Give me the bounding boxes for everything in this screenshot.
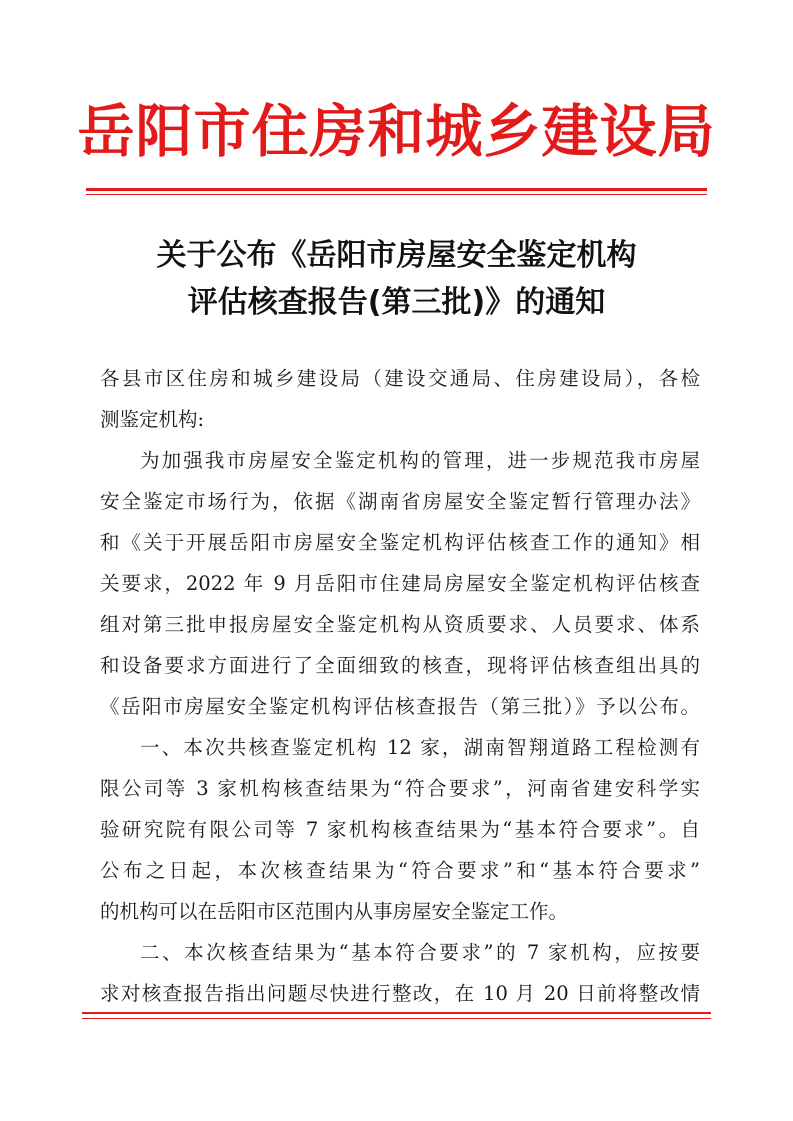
body-line: 验研究院有限公司等 7 家机构核查结果为“基本符合要求”。自: [100, 818, 700, 841]
document-body: [100, 358, 700, 1014]
masthead-org-name: 岳阳市住房和城乡建设局: [77, 99, 716, 165]
footer-rule-thin: [82, 1018, 711, 1019]
body-line: 一、本次共核查鉴定机构 12 家，湖南智翔道路工程检测有: [140, 736, 700, 759]
masthead-rule-thin: [86, 194, 707, 195]
body-line: 二、本次核查结果为“基本符合要求”的 7 家机构，应按要: [140, 941, 700, 964]
body-line: 公布之日起，本次核查结果为“符合要求”和“基本符合要求”: [100, 859, 700, 882]
body-line: 为加强我市房屋安全鉴定机构的管理，进一步规范我市房屋: [140, 449, 700, 472]
body-line: 和设备要求方面进行了全面细致的核查，现将评估核查组出具的: [100, 654, 700, 677]
body-line: 组对第三批申报房屋安全鉴定机构从资质要求、人员要求、体系: [100, 613, 700, 636]
body-line: 各县市区住房和城乡建设局（建设交通局、住房建设局），各检: [100, 367, 700, 390]
body-line: 《岳阳市房屋安全鉴定机构评估核查报告（第三批）》予以公布。: [100, 695, 700, 718]
body-line: 和《关于开展岳阳市房屋安全鉴定机构评估核查工作的通知》相: [100, 531, 700, 554]
body-line: 测鉴定机构:: [100, 408, 205, 431]
body-line: 的机构可以在岳阳市区范围内从事房屋安全鉴定工作。: [100, 900, 569, 923]
body-line: 求对核查报告指出问题尽快进行整改，在 10 月 20 日前将整改情: [100, 982, 700, 1005]
body-line: 关要求，2022 年 9 月岳阳市住建局房屋安全鉴定机构评估核查: [100, 572, 700, 595]
body-line: 限公司等 3 家机构核查结果为“符合要求”，河南省建安科学实: [100, 777, 700, 800]
document-title-line-2: 评估核查报告(第三批)》的通知: [187, 285, 606, 320]
document-title-line-1: 关于公布《岳阳市房屋安全鉴定机构: [156, 238, 637, 273]
footer-rule: [82, 1012, 711, 1014]
masthead-rule: [86, 188, 707, 191]
body-line: 安全鉴定市场行为，依据《湖南省房屋安全鉴定暂行管理办法》: [100, 490, 700, 513]
